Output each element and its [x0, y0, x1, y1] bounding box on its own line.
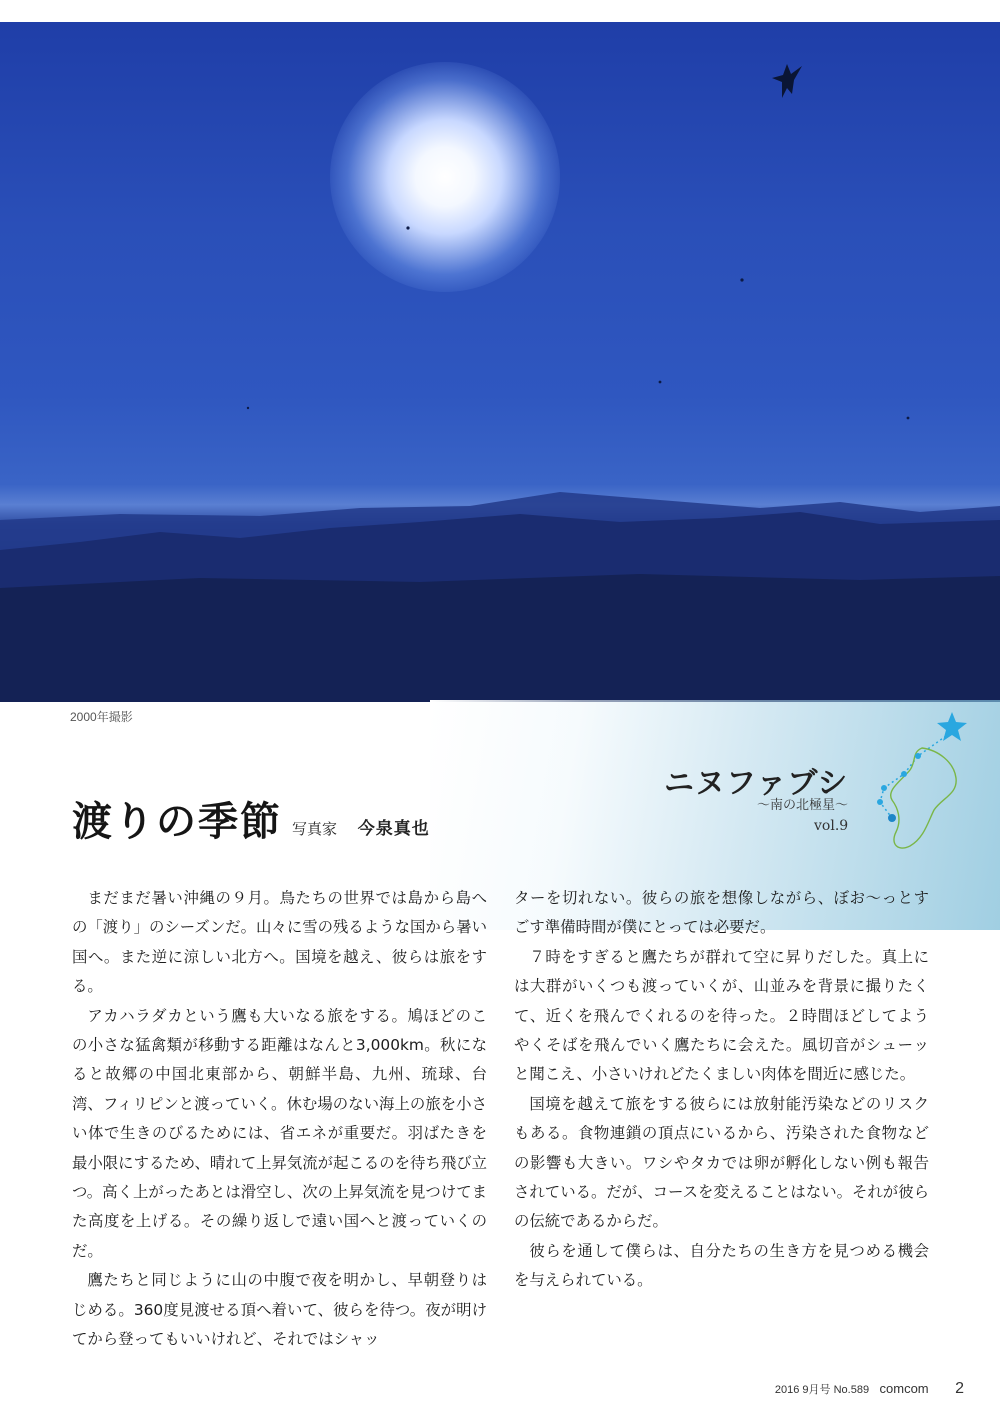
- series-subtitle: ～南の北極星～: [757, 798, 849, 813]
- okinawa-map-icon: [858, 706, 968, 856]
- paragraph: ７時をすぎると鷹たちが群れて空に昇りだした。真上には大群がいくつも渡っていくが、山並みを背景に撮りたくて、近くを飛んでくれるのを待った。２時間ほどしてようやくそばを飛んでいく鷹たちに会えた。風切音がシューッと聞こえ、小さいけれどたくましい肉体を間近に感じた。: [514, 947, 929, 1084]
- issue-info: 2016 9月号 No.589: [774, 1384, 870, 1396]
- series-volume: vol.9: [814, 818, 849, 834]
- byline-role: 写真家: [292, 820, 338, 838]
- paragraph: 国境を越えて旅をする彼らには放射能汚染などのリスクもある。食物連鎖の頂点にいるから、汚染された食物などの影響も大きい。ワシやタカでは卵が孵化しない例も報告されている。だが、コースを変えることはない。それが彼らの伝統であるからだ。: [514, 1094, 929, 1231]
- byline-name: 今泉真也: [357, 819, 430, 839]
- paragraph: 彼らを通して僕らは、自分たちの生き方を見つめる機会を与えられている。: [514, 1241, 929, 1290]
- hero-photo: [0, 22, 1000, 702]
- article-column-right: [514, 884, 929, 1296]
- photo-caption: 2000年撮影: [70, 710, 133, 724]
- article-header: [72, 790, 282, 847]
- mountain-horizon: [0, 22, 1000, 702]
- article-title: 渡りの季節: [72, 798, 282, 845]
- page-footer: [775, 1380, 964, 1398]
- top-margin: [0, 0, 1000, 22]
- paragraph: 鷹たちと同じように山の中腹で夜を明かし、早朝登りはじめる。360度見渡せる頂へ着いて、彼らを待つ。夜が明けてから登ってもいいけれど、それではシャッ: [72, 1271, 487, 1349]
- byline: [292, 814, 430, 839]
- paragraph: ターを切れない。彼らの旅を想像しながら、ぼお～っとすごす準備時間が僕にとっては必要だ。: [514, 889, 929, 937]
- paragraph: まだまだ暑い沖縄の９月。鳥たちの世界では島から島への「渡り」のシーズンだ。山々に雪の残るような国から暑い国へ。また逆に涼しい北方へ。国境を越え、彼らは旅をする。: [72, 889, 487, 996]
- paragraph: アカハラダカという鷹も大いなる旅をする。鳩ほどのこの小さな猛禽類が移動する距離はなんと3,000km。秋になると故郷の中国北東部から、朝鮮半島、九州、琉球、台湾、フィリピンと渡っていく。休む場のない海上の旅を小さい体で生きのびるためには、省エネが重要だ。羽ばたきを最小限にするため、晴れて上昇気流が起こるのを待ち飛び立つ。高く上がったあとは滑空し、次の上昇気流を見つけてまた高度を上げる。その繰り返しで遠い国へと渡っていくのだ。: [72, 1006, 487, 1260]
- series-title: ニヌファブシ: [664, 766, 849, 801]
- page-number: 2: [955, 1380, 964, 1397]
- article-column-left: [72, 884, 487, 1355]
- magazine-name: comcom: [879, 1381, 929, 1396]
